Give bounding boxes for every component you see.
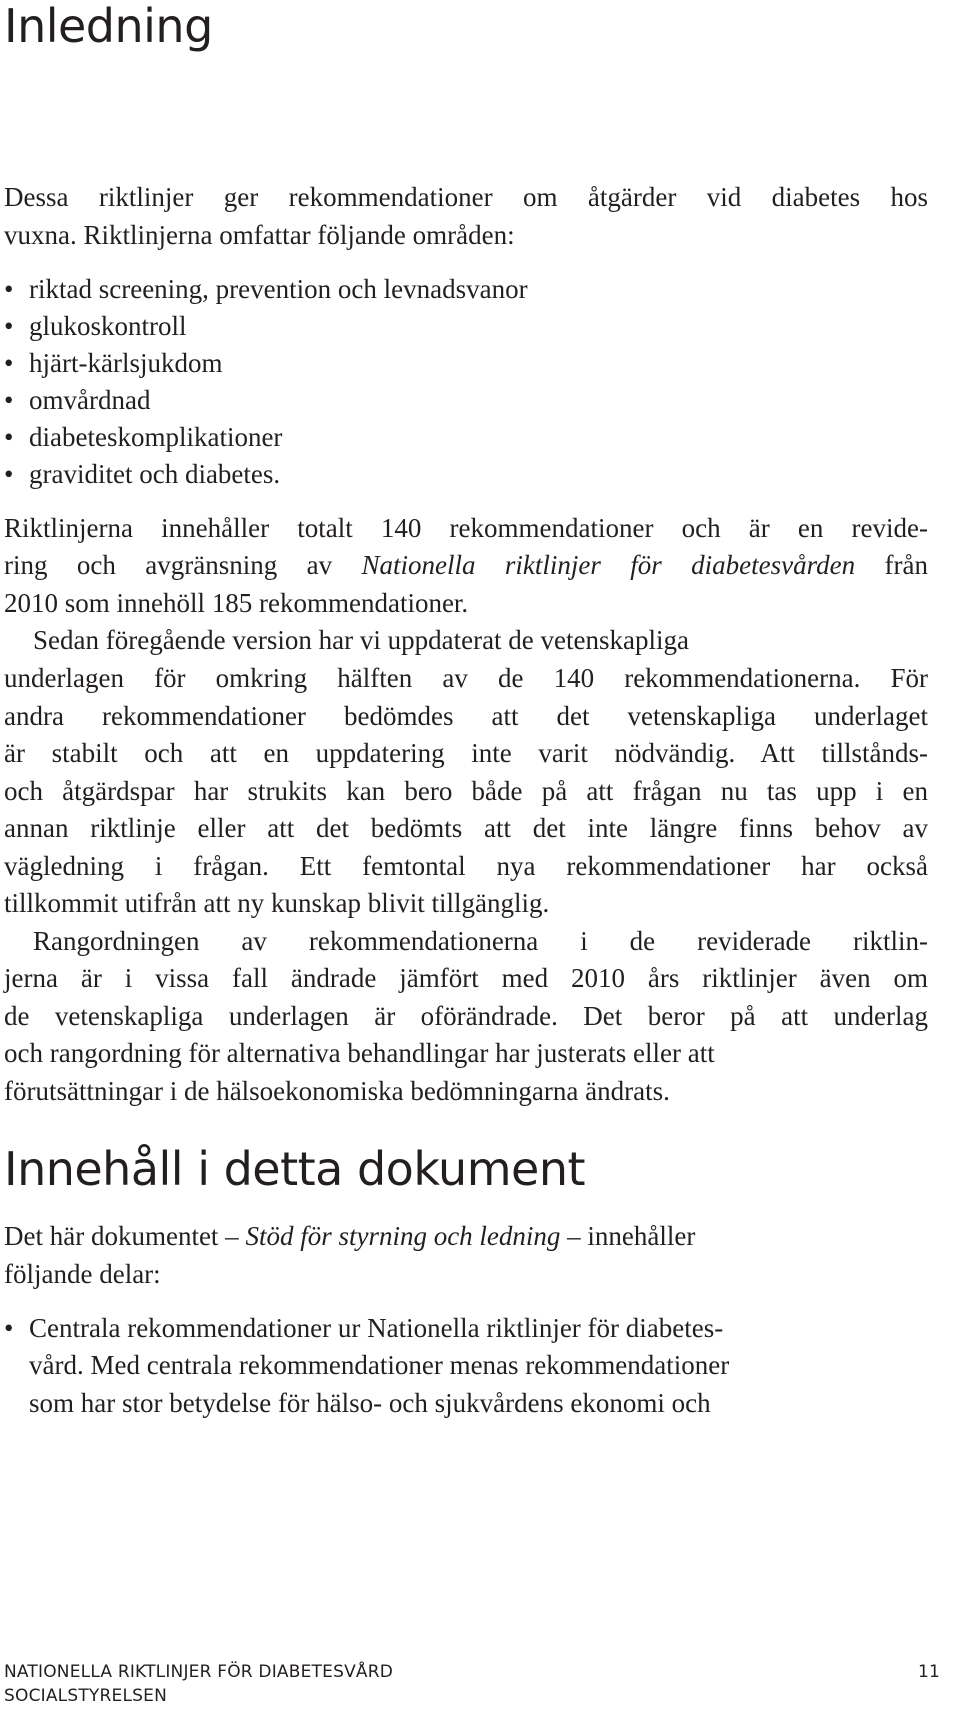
list-item: [4, 343, 223, 384]
list-item: [4, 417, 283, 458]
para3-line-3: andra rekommendationer bedömdes att det vetenskapliga underlaget: [4, 701, 928, 731]
para5-line-1-text-a: Det här dokumentet –: [4, 1221, 246, 1251]
bullet-icon: •: [4, 348, 14, 378]
bullet-icon: •: [4, 385, 14, 415]
list-item-label: hjärt-kärlsjukdom: [29, 348, 223, 378]
bullet-icon: •: [4, 274, 14, 304]
list-item-line-3: som har stor betydelse för hälso- och sjukvårdens ekonomi och: [29, 1388, 711, 1418]
list-item: [4, 269, 528, 310]
para3-line-8: tillkommit utifrån att ny kunskap blivit tillgänglig.: [4, 888, 550, 918]
list-item-line-1: Centrala rekommendationer ur Nationella riktlinjer för diabetes-: [29, 1313, 724, 1343]
footer-publisher: SOCIALSTYRELSEN: [4, 1686, 167, 1706]
para2-line-2-text-a: ring och avgränsning av: [4, 550, 362, 580]
list-item: [4, 306, 187, 347]
bullet-icon: •: [4, 1313, 14, 1343]
para2-line-2: [4, 545, 928, 586]
para2-line-3: 2010 som innehöll 185 rekommendationer.: [4, 588, 469, 618]
guideline-title: Nationella riktlinjer för diabetesvården: [361, 550, 856, 580]
bullet-icon: •: [4, 422, 14, 452]
para3-line-5: och åtgärdspar har strukits kan bero både på att frågan nu tas upp i en: [4, 776, 928, 806]
list-item: [4, 380, 151, 421]
list-item: [4, 1308, 724, 1349]
bullet-icon: •: [4, 459, 14, 489]
list-item-label: diabeteskomplikationer: [29, 422, 283, 452]
para3-line-4: är stabilt och att en uppdatering inte varit nödvändig. Att tillstånds-: [4, 738, 928, 768]
para4-line-4: och rangordning för alternativa behandlingar har justerats eller att: [4, 1038, 715, 1068]
para4-line-2: jerna är i vissa fall ändrade jämfört med 2010 års riktlinjer även om: [4, 963, 928, 993]
list-item-label: graviditet och diabetes.: [29, 459, 281, 489]
para5-line-1: [4, 1216, 695, 1257]
para4-line-1: Rangordningen av rekommendationerna i de reviderade riktlin-: [33, 926, 928, 956]
list-item-line-2: vård. Med centrala rekommendationer menas rekommendationer: [29, 1350, 730, 1380]
intro-line-1: Dessa riktlinjer ger rekommendationer om åtgärder vid diabetes hos: [4, 182, 928, 212]
list-item: [4, 454, 281, 495]
para2-line-1: Riktlinjerna innehåller totalt 140 rekommendationer och är en revide-: [4, 513, 928, 543]
list-item-label: glukoskontroll: [29, 311, 187, 341]
bullet-icon: •: [4, 311, 14, 341]
section-heading-inledning: Inledning: [4, 0, 213, 53]
list-item-label: omvårdnad: [29, 385, 151, 415]
para3-line-2: underlagen för omkring hälften av de 140 rekommendationerna. För: [4, 663, 928, 693]
para3-line-1: Sedan föregående version har vi uppdaterat de vetenskapliga: [33, 625, 689, 655]
list-item-label: riktad screening, prevention och levnadsvanor: [29, 274, 528, 304]
para4-line-5: förutsättningar i de hälsoekonomiska bedömningarna ändrats.: [4, 1076, 670, 1106]
para5-line-1-text-b: – innehåller: [560, 1221, 696, 1251]
para3-line-7: vägledning i frågan. Ett femtontal nya rekommendationer har också: [4, 851, 928, 881]
section-heading-innehall: Innehåll i detta dokument: [4, 1142, 586, 1196]
footer-publication: NATIONELLA RIKTLINJER FÖR DIABETESVÅRD: [4, 1662, 394, 1682]
document-title: Stöd för styrning och ledning: [245, 1221, 561, 1251]
para2-line-2-text-b: från: [855, 550, 928, 580]
para4-line-3: de vetenskapliga underlagen är oförändrade. Det beror på att underlag: [4, 1001, 928, 1031]
para5-line-2: följande delar:: [4, 1259, 161, 1289]
para3-line-6: annan riktlinje eller att det bedömts att det inte längre finns behov av: [4, 813, 928, 843]
intro-line-2: vuxna. Riktlinjerna omfattar följande områden:: [4, 220, 515, 250]
page-number: 11: [917, 1662, 940, 1682]
